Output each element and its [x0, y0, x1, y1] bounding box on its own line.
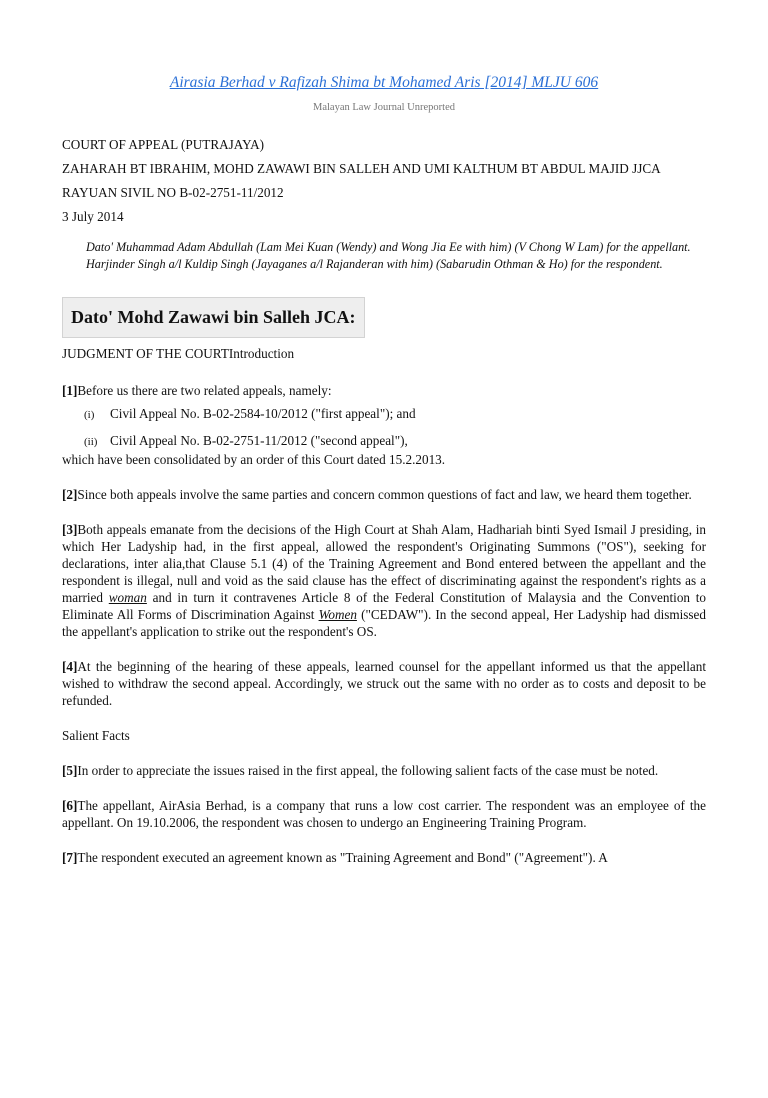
judge-heading: Dato' Mohd Zawawi bin Salleh JCA: [62, 297, 365, 338]
paragraph-6 [62, 797, 706, 831]
paragraph-text: ("CEDAW"). In the second appeal, Her Ladyship had dismissed the appellant's application to strike out the respondent's OS. [62, 607, 706, 639]
list-item-text: Civil Appeal No. B-02-2584-10/2012 ("first appeal"); and [110, 406, 416, 421]
paragraph-text: The appellant, AirAsia Berhad, is a company that runs a low cost carrier. The respondent was an employee of the appellant. On 19.10.2006, the respondent was chosen to undergo an Engineering Training Program. [62, 798, 706, 830]
paragraph-number: [3] [62, 522, 78, 537]
counsel-block [86, 239, 706, 273]
paragraph-number: [6] [62, 798, 78, 813]
case-meta [62, 136, 706, 225]
case-number: RAYUAN SIVIL NO B-02-2751-11/2012 [62, 185, 284, 200]
list-item [84, 432, 706, 451]
court-name: COURT OF APPEAL (PUTRAJAYA) [62, 137, 265, 152]
document-page [0, 74, 768, 1098]
paragraph-4 [62, 658, 706, 709]
paragraph-1-tail: which have been consolidated by an order of this Court dated 15.2.2013. [62, 452, 446, 467]
counsel-appellant: Dato' Muhammad Adam Abdullah (Lam Mei Kuan (Wendy) and Wong Jia Ee with him) (V Chong W Lam) for the appellant. [86, 240, 691, 254]
paragraph-number: [1] [62, 383, 78, 398]
judgment-heading: JUDGMENT OF THE COURTIntroduction [62, 346, 295, 361]
paragraph-2 [62, 486, 706, 503]
paragraph-1 [62, 382, 706, 399]
section-heading-salient-facts: Salient Facts [62, 728, 130, 743]
paragraph-number: [5] [62, 763, 78, 778]
paragraph-text: and in turn it contravenes Article 8 of the Federal Constitution of Malaysia and the Convention to Eliminate All Forms of Discrimination Against [62, 590, 707, 622]
list-item-number: (i) [84, 409, 95, 421]
appeal-list [84, 405, 706, 451]
case-title-link[interactable]: Airasia Berhad v Rafizah Shima bt Mohamed Aris [2014] MLJU 606 [169, 74, 599, 91]
paragraph-text: The respondent executed an agreement known as "Training Agreement and Bond" ("Agreement"). A [77, 850, 608, 865]
paragraph-text: In order to appreciate the issues raised in the first appeal, the following salient facts of the case must be noted. [77, 763, 659, 778]
list-item [84, 405, 706, 424]
paragraph-text: At the beginning of the hearing of these appeals, learned counsel for the appellant informed us that the appellant wished to withdraw the second appeal. Accordingly, we struck out the same with no order as to costs and deposit to be refunded. [62, 659, 706, 708]
case-title [62, 74, 706, 91]
paragraph-text: Both appeals emanate from the decisions of the High Court at Shah Alam, Hadhariah binti Syed Ismail J presiding, in which Her Ladyship had, in the first appeal, allowed the respondent's Originating Summons ("OS"), seeking for declarations, inter alia,that Clause 5.1 (4) of the Training Agreement and Bond entered between the appellant and the respondent is illegal, null and void as the said clause has the effect of discriminating against the respondent's rights as a married [62, 522, 706, 605]
judges-line: ZAHARAH BT IBRAHIM, MOHD ZAWAWI BIN SALLEH AND UMI KALTHUM BT ABDUL MAJID JJCA [62, 161, 661, 176]
paragraph-5 [62, 762, 706, 779]
highlighted-term: Women [318, 607, 357, 622]
paragraph-3 [62, 521, 706, 640]
highlighted-term: woman [108, 590, 147, 605]
list-item-number: (ii) [84, 436, 98, 448]
paragraph-7 [62, 849, 706, 866]
report-subtitle: Malayan Law Journal Unreported [313, 102, 455, 113]
list-item-text: Civil Appeal No. B-02-2751-11/2012 ("second appeal"), [110, 433, 408, 448]
counsel-respondent: Harjinder Singh a/l Kuldip Singh (Jayaganes a/l Rajanderan with him) (Sabarudin Othman & Ho) for the respondent. [86, 257, 663, 271]
paragraph-number: [7] [62, 850, 78, 865]
paragraph-number: [4] [62, 659, 78, 674]
judgment-date: 3 July 2014 [62, 209, 124, 224]
paragraph-text: Since both appeals involve the same parties and concern common questions of fact and law, we heard them together. [77, 487, 692, 502]
paragraph-text: Before us there are two related appeals, namely: [77, 383, 332, 398]
paragraph-number: [2] [62, 487, 78, 502]
